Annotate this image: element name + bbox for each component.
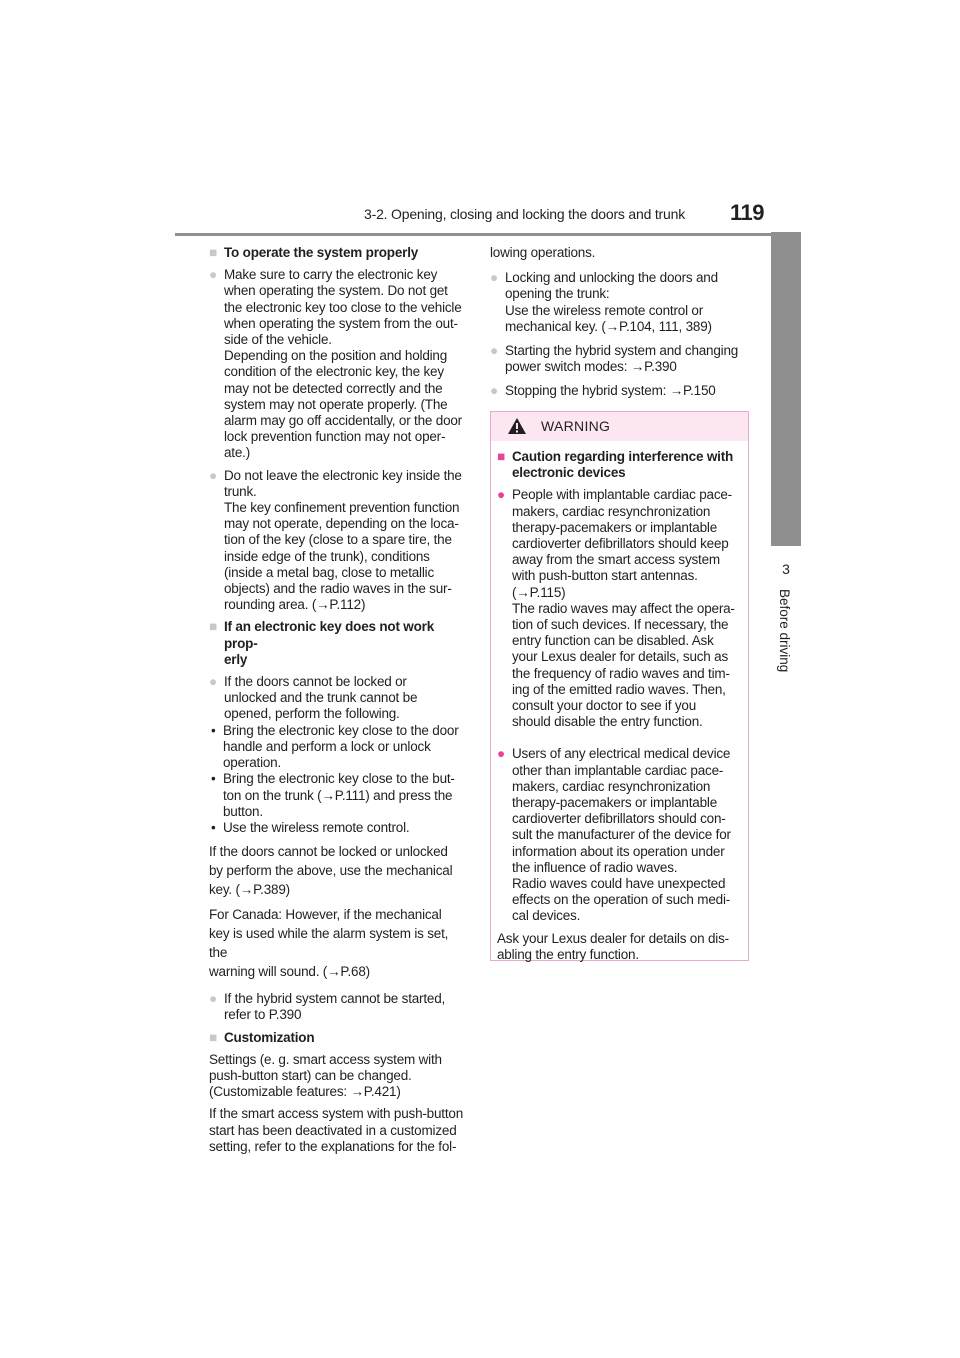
- bullet-locking-unlocking: [490, 270, 750, 335]
- text-line: lock prevention function may not oper-: [224, 429, 446, 445]
- text-line: The radio waves may affect the opera-: [512, 600, 735, 616]
- text-line: Locking and unlocking the doors and: [505, 270, 718, 286]
- text-line: Stopping the hybrid system: →P.150: [505, 383, 716, 399]
- text-line: information about its operation under: [512, 843, 725, 859]
- chapter-side-tab: [771, 232, 801, 546]
- text-line: the influence of radio waves.: [512, 859, 678, 875]
- text-line: when operating the system. Do not get: [224, 283, 448, 299]
- bullet-carry-key: [209, 267, 467, 461]
- text-line: alarm may go off accidentally, or the door: [224, 413, 462, 429]
- text-line: (inside a metal bag, close to metallic: [224, 564, 435, 580]
- text-line: Caution regarding interference with: [512, 449, 734, 464]
- text-line: the frequency of radio waves and tim-: [512, 665, 730, 681]
- text-line: Make sure to carry the electronic key: [224, 267, 438, 283]
- text-line: tion of such devices. If necessary, the: [512, 617, 729, 633]
- text-line: tion of the key (close to a spare tire, the: [224, 532, 452, 548]
- dash-item: [209, 771, 467, 820]
- heading-key-not-work: [209, 619, 467, 668]
- bullet-medical-devices: [497, 746, 742, 924]
- text-line: system may not operate properly. (The: [224, 396, 448, 412]
- text-line: should disable the entry function.: [512, 714, 703, 730]
- text-line: (Customizable features: →P.421): [209, 1084, 401, 1100]
- text-line: your Lexus dealer for details, such as: [512, 649, 729, 665]
- text-line: For Canada: However, if the mechanical: [209, 907, 442, 923]
- text-line: side of the vehicle.: [224, 332, 332, 348]
- text-line: button.: [223, 803, 263, 819]
- dash-item: [209, 820, 467, 836]
- text-line: The key confinement prevention function: [224, 500, 460, 516]
- text-line: warning will sound. (→P.68): [209, 964, 370, 980]
- text-line: may not be detected correctly and the: [224, 380, 443, 396]
- text-line: abling the entry function.: [497, 946, 639, 962]
- text-line: mechanical key. (→P.104, 111, 389): [505, 318, 712, 334]
- text-line: cal devices.: [512, 908, 581, 924]
- warning-title: WARNING: [541, 418, 611, 434]
- text-line: effects on the operation of such medi-: [512, 892, 731, 908]
- text-line: sult the manufacturer of the device for: [512, 827, 731, 843]
- text-line: makers, cardiac resynchronization: [512, 503, 711, 519]
- paragraph-ask-dealer: [497, 931, 742, 963]
- paragraph-deactivated: [209, 1106, 467, 1155]
- text-line: Depending on the position and holding: [224, 348, 448, 364]
- text-line: away from the smart access system: [512, 552, 720, 568]
- heading-operate-properly: ■ To operate the system properly: [209, 245, 467, 261]
- bullet-cardiac-pacemakers: [497, 487, 742, 730]
- text-line: ton on the trunk (→P.111) and press the: [223, 787, 453, 803]
- text-line: If an electronic key does not work prop-: [224, 619, 435, 651]
- text-line: Users of any electrical medical device: [512, 746, 731, 762]
- spacer: [497, 736, 742, 746]
- text-line: If the hybrid system cannot be started,: [224, 991, 446, 1007]
- text-line: the electronic key too close to the vehicle: [224, 299, 462, 315]
- section-name: Before driving: [777, 589, 792, 673]
- paragraph-continued: lowing operations.: [490, 245, 596, 260]
- text-line: Bring the electronic key close to the but-: [223, 771, 455, 787]
- text-line: ing of the emitted radio waves. Then,: [512, 681, 726, 697]
- text-line: therapy-pacemakers or implantable: [512, 519, 718, 535]
- warning-triangle-icon: [507, 417, 527, 435]
- text-line: Do not leave the electronic key inside the: [224, 467, 462, 483]
- text-line: If the doors cannot be locked or: [224, 674, 407, 690]
- text-line: key is used while the alarm system is set, the: [209, 926, 449, 961]
- text-line: Use the wireless remote control or: [505, 302, 704, 318]
- text-line: by perform the above, use the mechanical: [209, 863, 453, 879]
- text-line: therapy-pacemakers or implantable: [512, 795, 718, 811]
- text-line: Radio waves could have unexpected: [512, 876, 726, 892]
- text-line: condition of the electronic key, the key: [224, 364, 444, 380]
- bullet-stopping-hybrid: [490, 383, 750, 399]
- text-line: start has been deactivated in a customized: [209, 1122, 457, 1138]
- text-line: Settings (e. g. smart access system with: [209, 1051, 442, 1067]
- left-column: [209, 245, 467, 1161]
- warning-body: [491, 441, 748, 963]
- paragraph-mechanical-key: [209, 842, 467, 899]
- text-line: setting, refer to the explanations for the fol-: [209, 1138, 457, 1154]
- text-line: power switch modes: →P.390: [505, 359, 677, 375]
- paragraph-canada: [209, 905, 467, 981]
- text-line: Use the wireless remote control.: [223, 819, 410, 835]
- text-line: objects) and the radio waves in the sur-: [224, 581, 452, 597]
- text-line: opening the trunk:: [505, 286, 610, 302]
- text-line: cardioverter defibrillators should con-: [512, 811, 726, 827]
- right-column: [490, 245, 750, 406]
- text-line: other than implantable cardiac pace-: [512, 762, 724, 778]
- text-line: ate.): [224, 445, 251, 461]
- dash-item: [209, 723, 467, 772]
- chapter-number: 3: [782, 561, 790, 577]
- warning-box: [490, 411, 749, 961]
- heading-customization: ■ Customization: [209, 1030, 467, 1046]
- paragraph-settings: [209, 1052, 467, 1101]
- text-line: handle and perform a lock or unlock: [223, 738, 431, 754]
- bullet-doors-cannot-lock: [209, 674, 467, 723]
- text-line: If the smart access system with push-button: [209, 1106, 464, 1122]
- header-rule: [175, 233, 801, 236]
- text-line: inside edge of the trunk), conditions: [224, 548, 430, 564]
- bullet-key-in-trunk: [209, 468, 467, 614]
- text-line: push-button start) can be changed.: [209, 1067, 412, 1083]
- text-line: If the doors cannot be locked or unlocked: [209, 844, 448, 860]
- text-line: makers, cardiac resynchronization: [512, 778, 711, 794]
- text-line: operation.: [223, 755, 282, 771]
- text-line: entry function can be disabled. Ask: [512, 633, 714, 649]
- text-line: when operating the system from the out-: [224, 315, 458, 331]
- bullet-starting-hybrid: [490, 343, 750, 375]
- text-line: rounding area. (→P.112): [224, 597, 366, 613]
- text-line: Ask your Lexus dealer for details on dis-: [497, 930, 729, 946]
- text-line: erly: [224, 651, 248, 667]
- text-line: unlocked and the trunk cannot be: [224, 690, 418, 706]
- text-line: opened, perform the following.: [224, 706, 400, 722]
- text-line: with push-button start antennas.: [512, 568, 698, 584]
- text-line: cardioverter defibrillators should keep: [512, 536, 729, 552]
- warning-header: [491, 412, 748, 441]
- text-line: (→P.115): [512, 584, 566, 600]
- page-header-title: 3-2. Opening, closing and locking the doors and trunk: [364, 206, 685, 222]
- text-line: Starting the hybrid system and changing: [505, 343, 739, 359]
- text-line: trunk.: [224, 483, 257, 499]
- page-number: 119: [730, 200, 764, 225]
- text-line: People with implantable cardiac pace-: [512, 487, 732, 503]
- text-line: key. (→P.389): [209, 882, 290, 898]
- heading-interference: [497, 449, 742, 481]
- text-line: may not operate, depending on the loca-: [224, 516, 459, 532]
- bullet-hybrid-not-start: [209, 991, 467, 1023]
- text-line: consult your doctor to see if you: [512, 698, 697, 714]
- text-line: refer to P.390: [224, 1007, 302, 1023]
- text-line: electronic devices: [512, 465, 626, 481]
- text-line: Bring the electronic key close to the door: [223, 722, 459, 738]
